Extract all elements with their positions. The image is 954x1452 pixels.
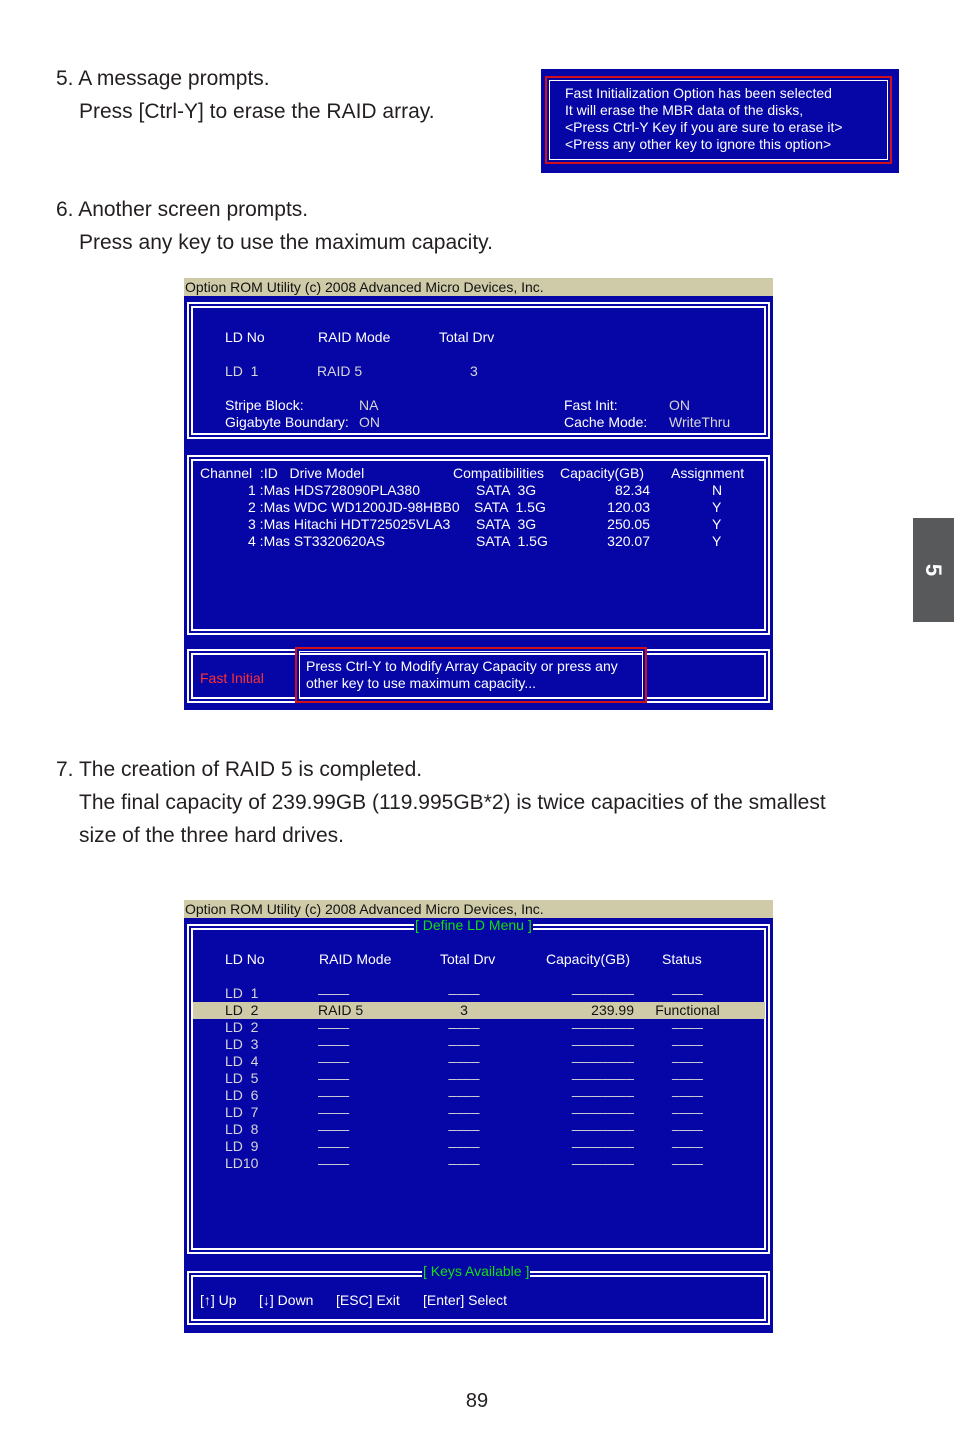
chapter-number: 5	[921, 563, 947, 577]
popup-line-4: <Press any other key to ignore this option>	[565, 136, 832, 152]
keys-available-legend: [ Keys Available ]	[423, 1263, 530, 1279]
drive-capacity: 120.03	[607, 499, 650, 515]
capacity-prompt-line2: other key to use maximum capacity...	[306, 675, 537, 691]
ld-cell-total: ––––	[448, 985, 480, 1001]
drive-assignment: Y	[712, 499, 722, 515]
drive-compat: SATA 3G	[476, 516, 537, 532]
drive-id: 3 :Mas Hitachi HDT725025VLA3	[248, 516, 451, 532]
step-7-line1: 7. The creation of RAID 5 is completed.	[56, 758, 423, 781]
drive-compat: SATA 1.5G	[476, 533, 548, 549]
raid-capacity-screen	[184, 278, 773, 710]
ld-cell-status: ––––	[671, 1155, 704, 1171]
hdr-status: Status	[662, 951, 702, 967]
drive-id: 4 :Mas ST3320620AS	[248, 533, 385, 549]
ld-cell-capacity: ––––––––	[571, 985, 634, 1001]
step-6-line1: 6. Another screen prompts.	[56, 198, 309, 221]
ld-cell-total: ––––	[448, 1070, 480, 1086]
step-5-line1: 5. A message prompts.	[56, 67, 270, 90]
ld-cell-total: ––––	[448, 1019, 480, 1035]
ld-cell-capacity: ––––––––	[571, 1087, 634, 1103]
drive-id: 2 :Mas WDC WD1200JD-98HBB0	[248, 499, 460, 515]
ld-cell-ld: LD 5	[225, 1070, 259, 1086]
drive-compat: SATA 1.5G	[474, 499, 546, 515]
ld-cell-status: ––––	[671, 1087, 704, 1103]
ld-cell-total: ––––	[448, 1053, 480, 1069]
ld-cell-status: ––––	[671, 1019, 704, 1035]
drive-assignment: Y	[712, 533, 722, 549]
step-7-text	[56, 753, 826, 852]
ld-cell-status: ––––	[671, 1053, 704, 1069]
ld-cell-status: ––––	[671, 1138, 704, 1154]
key-enter-hint: [Enter] Select	[423, 1292, 508, 1308]
raid-mode-value: RAID 5	[317, 363, 363, 379]
ld-cell-raid: ––––	[318, 1053, 350, 1069]
drive-hdr-assignment: Assignment	[671, 465, 745, 481]
hdr-total-drv: Total Drv	[439, 329, 495, 345]
ld-cell-status: ––––	[671, 1036, 704, 1052]
ld-cell-ld: LD 8	[225, 1121, 259, 1137]
drive-compat: SATA 3G	[476, 482, 537, 498]
ld-cell-capacity: ––––––––	[571, 1036, 634, 1052]
page-number: 89	[465, 1390, 489, 1412]
ld-cell-total: 3	[460, 1002, 468, 1018]
ld-cell-capacity: ––––––––	[571, 1155, 634, 1171]
drive-capacity: 320.07	[607, 533, 650, 549]
ld-cell-capacity: ––––––––	[571, 1053, 634, 1069]
ld-cell-raid: ––––	[318, 1155, 350, 1171]
drive-hdr-channel: Channel :ID Drive Model	[200, 465, 365, 481]
ld-cell-ld: LD 2	[225, 1002, 259, 1018]
step-5-text	[56, 62, 435, 128]
gigabyte-boundary-label: Gigabyte Boundary:	[225, 414, 349, 430]
step-6-text	[56, 193, 493, 259]
ld-cell-status: ––––	[671, 1104, 704, 1120]
ld-no-value: LD 1	[225, 363, 259, 379]
key-up-hint: [↑] Up	[200, 1292, 237, 1308]
screen2-title-bar	[184, 900, 773, 918]
key-down-hint: [↓] Down	[259, 1292, 314, 1308]
ld-cell-total: ––––	[448, 1121, 480, 1137]
popup-line-2: It will erase the MBR data of the disks,	[565, 102, 804, 118]
ld-cell-total: ––––	[448, 1155, 480, 1171]
ld-cell-status: ––––	[671, 985, 704, 1001]
popup-text	[565, 85, 843, 153]
ld-cell-status: Functional	[655, 1002, 720, 1018]
ld-cell-total: ––––	[448, 1138, 480, 1154]
fast-init-label: Fast Init:	[564, 397, 618, 413]
status-fast-initial: Fast Initial	[200, 670, 264, 686]
ld-cell-status: ––––	[671, 1121, 704, 1137]
ld-cell-capacity: ––––––––	[571, 1019, 634, 1035]
ld-cell-ld: LD10	[225, 1155, 259, 1171]
popup-line-3: <Press Ctrl-Y Key if you are sure to erase it>	[565, 119, 843, 135]
fast-init-warning-popup	[541, 69, 899, 173]
ld-cell-capacity: ––––––––	[571, 1104, 634, 1120]
ld-cell-raid: ––––	[318, 1087, 350, 1103]
step-5-line2: Press [Ctrl-Y] to erase the RAID array.	[79, 100, 435, 123]
drive-assignment: N	[712, 482, 723, 498]
ld-cell-ld: LD 6	[225, 1087, 259, 1103]
step-7-line3: size of the three hard drives.	[79, 824, 344, 847]
ld-cell-raid: RAID 5	[318, 1002, 364, 1018]
ld-cell-raid: ––––	[318, 1121, 350, 1137]
screen1-title: Option ROM Utility (c) 2008 Advanced Micro Devices, Inc.	[185, 279, 544, 295]
drive-capacity: 82.34	[614, 482, 650, 498]
hdr-ld-no: LD No	[225, 329, 265, 345]
ld-cell-ld: LD 9	[225, 1138, 259, 1154]
total-drv-value: 3	[470, 363, 478, 379]
drive-hdr-compat: Compatibilities	[453, 465, 545, 481]
chapter-tab	[913, 518, 954, 622]
ld-cell-raid: ––––	[318, 1138, 350, 1154]
ld-cell-capacity: ––––––––	[571, 1070, 634, 1086]
hdr-ld-no: LD No	[225, 951, 265, 967]
define-ld-menu-screen	[184, 900, 773, 1333]
cache-mode-label: Cache Mode:	[564, 414, 648, 430]
capacity-prompt-line1: Press Ctrl-Y to Modify Array Capacity or press any	[306, 658, 618, 674]
define-ld-menu-legend: [ Define LD Menu ]	[415, 917, 532, 933]
ld-cell-raid: ––––	[318, 1019, 350, 1035]
hdr-capacity: Capacity(GB)	[546, 951, 631, 967]
screen2-title: Option ROM Utility (c) 2008 Advanced Micro Devices, Inc.	[185, 901, 544, 917]
ld-cell-total: ––––	[448, 1104, 480, 1120]
ld-cell-raid: ––––	[318, 985, 350, 1001]
ld-cell-status: ––––	[671, 1070, 704, 1086]
ld-cell-ld: LD 2	[225, 1019, 259, 1035]
popup-line-1: Fast Initialization Option has been selected	[565, 85, 832, 101]
step-6-line2: Press any key to use the maximum capacity.	[79, 231, 493, 254]
stripe-block-value: NA	[359, 397, 379, 413]
hdr-raid-mode: RAID Mode	[319, 951, 392, 967]
ld-cell-ld: LD 1	[225, 985, 259, 1001]
ld-cell-capacity: ––––––––	[571, 1138, 634, 1154]
stripe-block-label: Stripe Block:	[225, 397, 304, 413]
screen1-title-bar	[184, 278, 773, 296]
ld-cell-ld: LD 7	[225, 1104, 259, 1120]
ld-cell-total: ––––	[448, 1036, 480, 1052]
drive-id: 1 :Mas HDS728090PLA380	[248, 482, 420, 498]
ld-cell-ld: LD 3	[225, 1036, 259, 1052]
hdr-total-drv: Total Drv	[440, 951, 496, 967]
drive-capacity: 250.05	[607, 516, 650, 532]
ld-cell-raid: ––––	[318, 1104, 350, 1120]
ld-cell-raid: ––––	[318, 1036, 350, 1052]
ld-cell-total: ––––	[448, 1087, 480, 1103]
gigabyte-boundary-value: ON	[359, 414, 380, 430]
drive-assignment: Y	[712, 516, 722, 532]
ld-cell-capacity: 239.99	[591, 1002, 634, 1018]
hdr-raid-mode: RAID Mode	[318, 329, 391, 345]
drive-hdr-capacity: Capacity(GB)	[560, 465, 645, 481]
ld-cell-raid: ––––	[318, 1070, 350, 1086]
fast-init-value: ON	[669, 397, 690, 413]
step-7-line2: The final capacity of 239.99GB (119.995GB*2) is twice capacities of the smallest	[79, 791, 826, 814]
ld-cell-capacity: ––––––––	[571, 1121, 634, 1137]
key-esc-hint: [ESC] Exit	[336, 1292, 400, 1308]
cache-mode-value: WriteThru	[669, 414, 731, 430]
ld-cell-ld: LD 4	[225, 1053, 259, 1069]
